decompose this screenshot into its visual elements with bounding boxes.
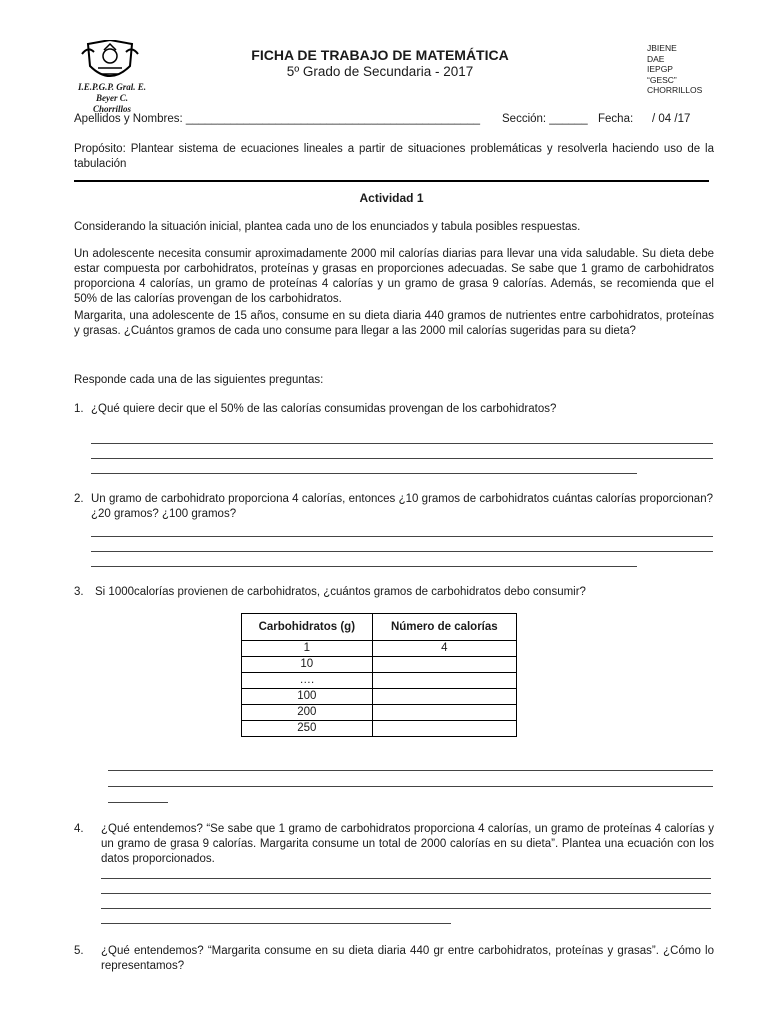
page-title: FICHA DE TRABAJO DE MATEMÁTICA xyxy=(251,47,509,63)
institution-line: CHORRILLOS xyxy=(647,85,703,95)
logo-caption-line1: I.E.P.G.P. Gral. E. Beyer C. xyxy=(78,82,146,103)
question-number: 4. xyxy=(74,823,84,835)
answer-line[interactable] xyxy=(101,923,451,924)
situation-paragraph: Margarita, una adolescente de 15 años, consume en su dieta diaria 440 gramos de nutrientes entre carbohidratos, proteínas y grasas. ¿Cuántos gramos de cada uno consume para llegar a las 2000 mil calorías sugeridas para su dieta? xyxy=(74,310,714,337)
answer-line[interactable] xyxy=(91,473,637,474)
answer-line[interactable] xyxy=(101,908,711,909)
answer-line[interactable] xyxy=(108,802,168,803)
answer-line[interactable] xyxy=(101,878,711,879)
institution-line: “GESC” xyxy=(647,74,677,85)
answer-line[interactable] xyxy=(91,458,713,459)
question-text: ¿Qué entendemos? “Se sabe que 1 gramo de carbohidratos proporciona 4 calorías, un gramo de proteínas 4 calorías y un gramo de grasa 9 calorías. Margarita consume un total de 2000 calorías en su dieta”. Plantea una ecuación con los datos proporcionados. xyxy=(101,823,714,865)
table-cell[interactable] xyxy=(372,673,516,689)
table-row xyxy=(242,705,517,721)
question-number: 3. xyxy=(74,586,84,598)
section-field: Sección: ______ xyxy=(502,113,588,125)
table-row xyxy=(242,673,517,689)
institution-line: JBIENE xyxy=(647,43,677,53)
answer-line[interactable] xyxy=(101,893,711,894)
question-number: 1. xyxy=(74,403,84,415)
question-number: 2. xyxy=(74,493,84,505)
table-cell[interactable] xyxy=(372,705,516,721)
answer-line[interactable] xyxy=(91,536,713,537)
table-cell: 100 xyxy=(242,689,373,705)
question-text: ¿Qué quiere decir que el 50% de las calorías consumidas provengan de los carbohidratos? xyxy=(91,403,557,415)
institution-line: IEPGP xyxy=(647,64,673,74)
activity-title: Actividad 1 xyxy=(359,191,424,205)
table-row xyxy=(242,641,517,657)
questions-intro: Responde cada una de las siguientes preguntas: xyxy=(74,374,324,386)
answer-line[interactable] xyxy=(91,443,713,444)
institution-line: DAE xyxy=(647,53,665,64)
date-value: / 04 /17 xyxy=(652,113,691,125)
institution-block xyxy=(647,43,702,96)
intro-text: Considerando la situación inicial, plantea cada uno de los enunciados y tabula posibles respuestas. xyxy=(74,221,581,233)
names-field: Apellidos y Nombres: ______________________________________________ xyxy=(74,113,481,125)
purpose-text: Propósito: Plantear sistema de ecuaciones lineales a partir de situaciones problemáticas y resolverla haciendo uso de la tabulación xyxy=(74,143,714,170)
date-label: Fecha: xyxy=(598,113,634,125)
table-cell: 200 xyxy=(242,705,373,721)
answer-line[interactable] xyxy=(108,770,713,771)
logo-caption-line2: Chorrillos xyxy=(92,104,132,114)
question-number: 5. xyxy=(74,945,84,957)
calories-table xyxy=(241,613,517,737)
question-text: ¿Qué entendemos? “Margarita consume en su dieta diaria 440 gr entre carbohidratos, proteínas y grasas”. ¿Cómo lo representamos? xyxy=(101,945,714,972)
shield-icon xyxy=(80,40,140,88)
situation-paragraph: Un adolescente necesita consumir aproximadamente 2000 mil calorías diarias para llevar una vida saludable. Su dieta debe estar compuesta por carbohidratos, proteínas y grasas en proporciones adecuadas. Se sabe que 1 gramo de carbohidratos proporciona 4 calorías, un gramo de proteínas 4 calorías y un gramo de grasa 9 calorías. Además, se recomienda que el 50% de las calorías provengan de los carbohidratos. xyxy=(74,248,714,305)
table-row xyxy=(242,721,517,737)
answer-line[interactable] xyxy=(108,786,713,787)
page-subtitle: 5º Grado de Secundaria - 2017 xyxy=(286,64,474,79)
answer-line[interactable] xyxy=(91,551,713,552)
table-cell: …. xyxy=(242,673,373,689)
column-header: Número de calorías xyxy=(372,614,516,641)
table-cell: 1 xyxy=(242,641,373,657)
question-text: Un gramo de carbohidrato proporciona 4 calorías, entonces ¿10 gramos de carbohidratos cuántas calorías proporcionan?¿20 gramos? ¿100 gramos? xyxy=(91,493,713,520)
question-text: Si 1000calorías provienen de carbohidratos, ¿cuántos gramos de carbohidratos debo consumir? xyxy=(95,586,586,598)
table-cell: 250 xyxy=(242,721,373,737)
divider xyxy=(74,180,709,182)
table-cell[interactable]: 4 xyxy=(372,641,516,657)
table-row xyxy=(242,689,517,705)
table-cell[interactable] xyxy=(372,721,516,737)
table-row xyxy=(242,657,517,673)
table-cell[interactable] xyxy=(372,657,516,673)
table-header-row xyxy=(242,614,517,641)
logo-caption xyxy=(72,82,152,115)
table-cell[interactable] xyxy=(372,689,516,705)
column-header: Carbohidratos (g) xyxy=(242,614,373,641)
table-cell: 10 xyxy=(242,657,373,673)
answer-line[interactable] xyxy=(91,566,637,567)
